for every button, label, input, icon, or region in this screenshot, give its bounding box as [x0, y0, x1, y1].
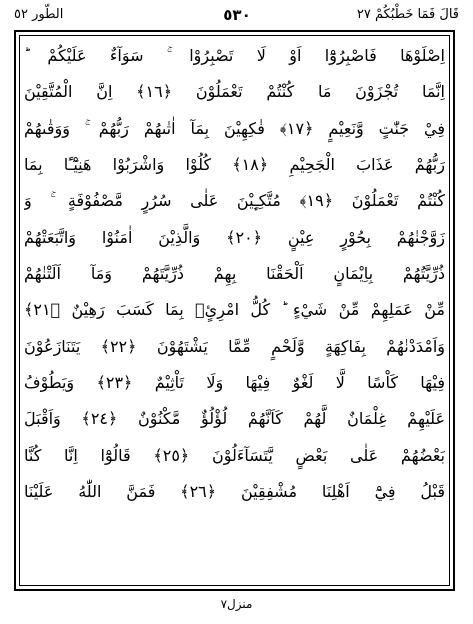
page-header	[14, 4, 459, 26]
text-line: كُنْتُمْ تَعْمَلُوْنَ ﴿١٩﴾ مُتَّكِـِٕيْنَ عَلٰى سُرُرٍ مَّصْفُوْفَةٍ ۚ وَ	[24, 191, 445, 211]
text-line: فِيْهَا كَاْسًا لَّا لَغْوٌ فِيْهَا وَلَا تَاْثِيْمٌ ﴿٢٣﴾ وَيَطُوْفُ	[24, 372, 445, 392]
text-line: بَعْضُهُمْ عَلٰى بَعْضٍ يَّتَسَآءَلُوْنَ ﴿٢٥﴾ قَالُوْٓا اِنَّا كُنَّا	[24, 445, 445, 465]
text-line: اِنَّمَا تُجْزَوْنَ مَا كُنْتُمْ تَعْمَلُوْنَ ﴿١٦﴾ اِنَّ الْمُتَّقِيْنَ	[24, 82, 445, 102]
text-line: زَوَّجْنٰهُمْ بِحُوْرٍ عِيْنٍ ﴿٢٠﴾ وَالَّذِيْنَ اٰمَنُوْا وَاتَّبَعَتْهُمْ	[24, 227, 445, 247]
text-line: ذُرِّيَّتُهُمْ بِاِيْمَانٍ اَلْحَقْنَا بِهِمْ ذُرِّيَّتَهُمْ وَمَآ اَلَتْنٰهُمْ	[24, 263, 445, 283]
text-line: رَبُّهُمْ عَذَابَ الْجَحِيْمِ ﴿١٨﴾ كُلُوْا وَاشْرَبُوْا هَنِيْٓـًٔا بِمَا	[24, 154, 445, 174]
juz-name: قَالَ فَمَا خَطْبُكُمْ ٢٧	[356, 7, 459, 22]
manzil-marker: منزل٧	[220, 597, 253, 611]
text-line: قَبْلُ فِيْٓ اَهْلِنَا مُشْفِقِيْنَ ﴿٢٦﴾ فَمَنَّ اللّٰهُ عَلَيْنَا	[24, 481, 445, 501]
text-line: اِصْلَوْهَا فَاصْبِرُوْٓا اَوْ لَا تَصْبِرُوْا ۚ سَوَآءٌ عَلَيْكُمْ ؕ	[24, 46, 445, 65]
text-line: وَاَمْدَدْنٰهُمْ بِفَاكِهَةٍ وَّلَحْمٍ مِّمَّا يَشْتَهُوْنَ ﴿٢٢﴾ يَتَنَازَعُوْنَ	[24, 336, 445, 356]
text-line: فِيْ جَنّٰتٍ وَّنَعِيْمٍ ﴿١٧﴾ فٰكِهِيْنَ بِمَآ اٰتٰىهُمْ رَبُّهُمْ ۚ وَوَقٰىهُمْ	[24, 118, 445, 138]
page-number: ٥٣٠	[223, 6, 251, 24]
text-line: عَلَيْهِمْ غِلْمَانٌ لَّهُمْ كَاَنَّهُمْ لُؤْلُؤٌ مَّكْنُوْنٌ ﴿٢٤﴾ وَاَقْبَلَ	[24, 409, 445, 429]
text-line: مِّنْ عَمَلِهِمْ مِّنْ شَيْءٍ ؕ كُلُّ امْرِئٍۭ بِمَا كَسَبَ رَهِيْنٌ ﴿٢١﴾	[24, 300, 445, 320]
verse-text-block	[24, 38, 445, 583]
surah-name: الطّور ٥٢	[14, 7, 64, 22]
